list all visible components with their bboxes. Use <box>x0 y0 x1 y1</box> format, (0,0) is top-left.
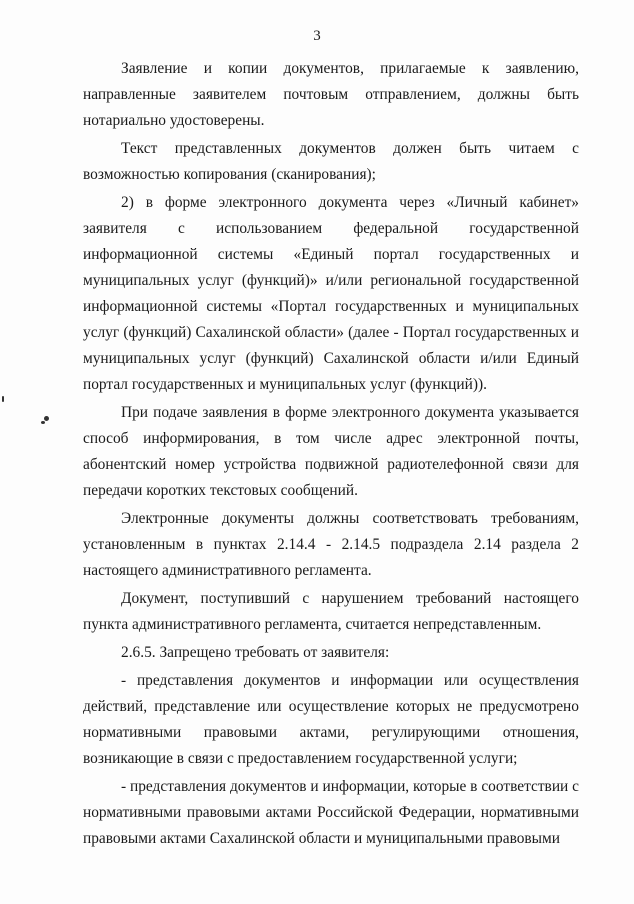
paragraph-notification-method: При подаче заявления в форме электронного документа указывается способ информирования, в том числе адрес электронной почты, абонентский номер устройства подвижной радиотелефонной связи для передачи коротких текстовых сообщений. <box>83 404 579 499</box>
scan-speck <box>41 421 45 424</box>
page-number: 3 <box>313 28 321 44</box>
paragraph-section-heading: 2.6.5. Запрещено требовать от заявителя: <box>121 644 390 661</box>
paragraph-electronic-requirements: Электронные документы должны соответствовать требованиям, установленным в пунктах 2.14.4 - 2.14.5 подраздела 2.14 раздела 2 настоящего административного регламента. <box>83 510 579 579</box>
paragraph-notarization: Заявление и копии документов, прилагаемые к заявлению, направленные заявителем почтовым отправлением, должны быть нотариально удостоверены. <box>83 60 579 129</box>
document-body <box>83 56 579 854</box>
paragraph-prohibition-item-2: - представления документов и информации, которые в соответствии с нормативными правовыми актами Российской Федерации, нормативными правовыми актами Сахалинской области и муниципальными правовыми <box>83 778 579 847</box>
scan-speck <box>2 396 4 402</box>
paragraph-readable-text: Текст представленных документов должен быть читаем с возможностью копирования (сканирования); <box>83 140 579 183</box>
paragraph-electronic-submission: 2) в форме электронного документа через «Личный кабинет» заявителя с использованием федеральной государственной информационной системы «Единый портал государственных и муниципальных услуг (функций)» и/или региональной государственной информационной системы «Портал государственных и муниципальных услуг (функций) Сахалинской области» (далее - Портал государственных и муниципальных услуг (функций) Сахалинской области и/или Единый портал государственных и муниципальных услуг (функций)). <box>83 194 579 393</box>
paragraph-prohibition-item-1: - представления документов и информации или осуществления действий, представление или осуществление которых не предусмотрено нормативными правовыми актами, регулирующими отношения, возникающие в связи с предоставлением государственной услуги; <box>83 672 579 767</box>
scan-speck <box>44 416 49 421</box>
paragraph-non-compliant-document: Документ, поступивший с нарушением требований настоящего пункта административного регламента, считается непредставленным. <box>83 590 579 633</box>
